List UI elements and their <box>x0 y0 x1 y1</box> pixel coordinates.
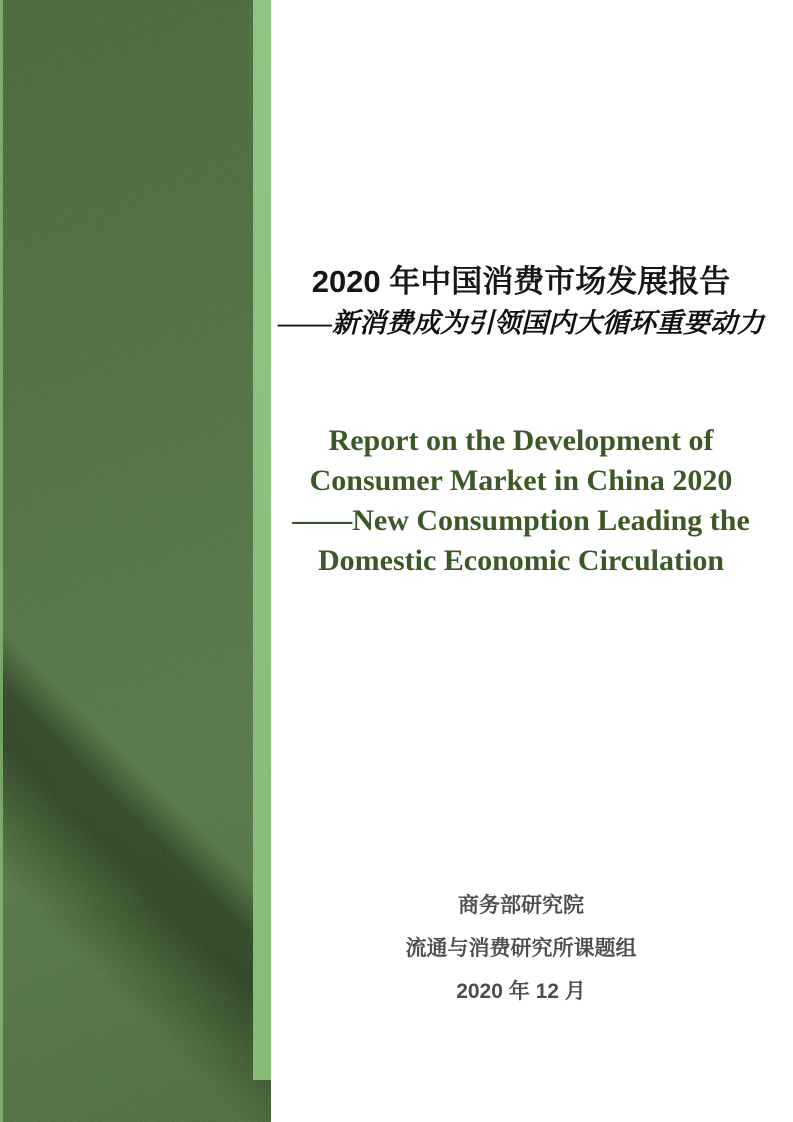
report-title-zh: 2020 年中国消费市场发展报告 <box>311 264 731 299</box>
publish-date: 2020 年 12 月 <box>456 980 586 1003</box>
cover-spine-panel <box>0 0 271 1122</box>
report-title-en-line: ——New Consumption Leading the <box>292 504 750 537</box>
publisher-group: 流通与消费研究所课题组 <box>405 937 637 960</box>
report-title-en-line: Report on the Development of <box>328 424 714 457</box>
publisher-block <box>271 884 771 1013</box>
report-title-en-line: Domestic Economic Circulation <box>317 544 725 577</box>
report-title-en-line: Consumer Market in China 2020 <box>309 464 733 497</box>
publisher-org: 商务部研究院 <box>458 894 584 917</box>
spine-diagonal-shadow <box>0 0 271 1122</box>
page-edge-strip <box>253 0 271 1080</box>
report-subtitle-zh: ——新消费成为引领国内大循环重要动力 <box>278 308 764 338</box>
spine-left-edge-highlight <box>0 0 3 1122</box>
report-title-en <box>271 421 771 581</box>
